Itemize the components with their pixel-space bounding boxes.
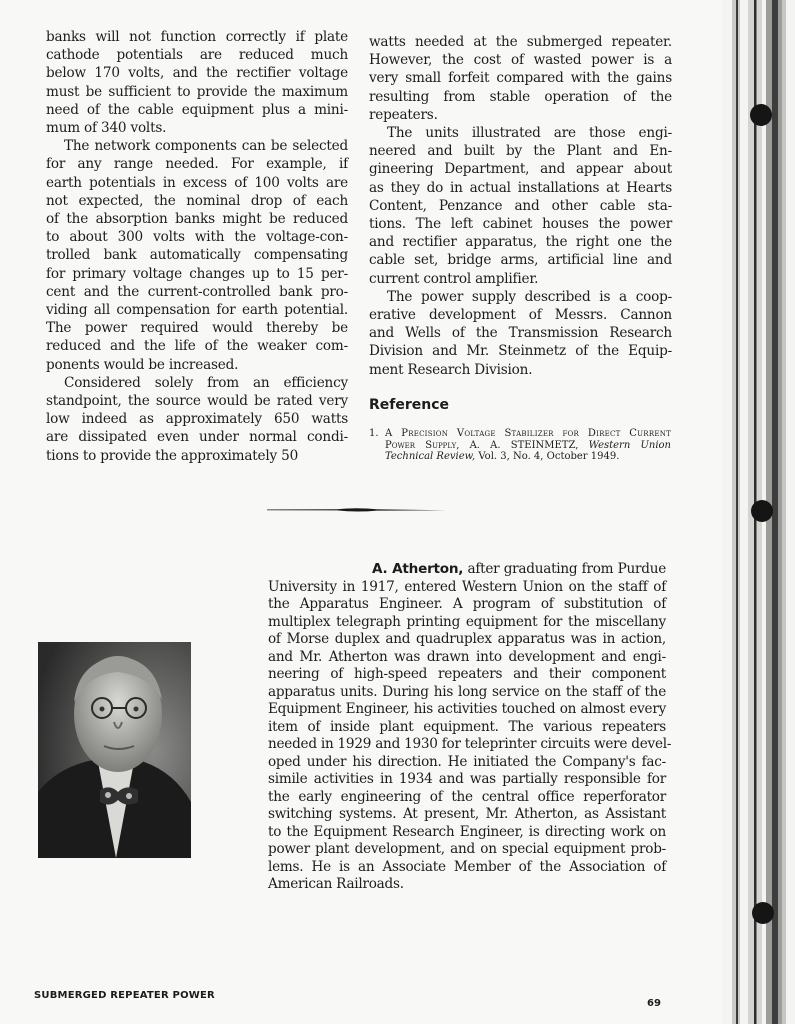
- text-line: Content, Penzance and other cable sta-: [369, 197, 672, 214]
- text-line: current control amplifier.: [369, 270, 539, 287]
- reference-author: A. A. STEINMETZ,: [459, 439, 589, 451]
- text-line: and rectifier apparatus, the right one the: [369, 234, 672, 251]
- text-line: cathode potentials are reduced much: [46, 47, 348, 64]
- text-line: not expected, the nominal drop of each: [46, 192, 348, 209]
- text-line: The power required would thereby be: [46, 320, 348, 337]
- bio-text-line: simile activities in 1934 and was partially responsible for: [268, 771, 666, 787]
- text-line: very small forfeit compared with the gains: [369, 70, 672, 87]
- page-number: 69: [647, 998, 661, 1009]
- bio-text-line: the early engineering of the central office reperforator: [268, 788, 666, 805]
- text-line: standpoint, the source would be rated very: [46, 393, 348, 410]
- text-line: tions. The left cabinet houses the power: [369, 216, 672, 233]
- right-text-column: [369, 33, 672, 379]
- bio-text-line: American Railroads.: [268, 876, 404, 892]
- text-line: mum of 340 volts.: [46, 120, 167, 137]
- paragraph: [46, 28, 348, 137]
- text-line: below 170 volts, and the rectifier voltage: [46, 65, 348, 82]
- paragraph: [369, 33, 672, 124]
- reference-line-3: [385, 451, 671, 463]
- bio-text-line: the Apparatus Engineer. A program of substitution of: [268, 596, 666, 612]
- bio-text-line: to the Equipment Research Engineer, is directing work on: [268, 823, 666, 840]
- text-line: However, the cost of wasted power is a: [369, 52, 672, 69]
- author-name: A. Atherton,: [372, 561, 464, 577]
- paragraph: [46, 374, 348, 465]
- text-line: earth potentials in excess of 100 volts are: [46, 174, 348, 191]
- text-line: and Wells of the Transmission Research: [369, 325, 672, 342]
- author-biography: [268, 561, 672, 894]
- bio-text-line: item of inside plant equipment. The various repeaters: [268, 718, 666, 735]
- binder-hole: [751, 500, 773, 522]
- text-line: need of the cable equipment plus a mini-: [46, 101, 348, 118]
- reference-journal: Western Union: [588, 439, 671, 451]
- text-line: trolled bank automatically compensating: [46, 247, 348, 264]
- author-portrait-photo: [38, 642, 191, 858]
- bio-text-line: needed in 1929 and 1930 for teleprinter circuits were devel-: [268, 736, 672, 752]
- text-line: The units illustrated are those engi-: [387, 125, 672, 142]
- text-line: Considered solely from an efficiency: [64, 374, 348, 391]
- bio-text-line: of Morse duplex and quadruplex apparatus was in action,: [268, 631, 666, 647]
- running-footer-title: SUBMERGED REPEATER POWER: [34, 990, 215, 1001]
- reference-title-line: A Precision Voltage Stabilizer for Direct Current: [385, 428, 671, 439]
- text-line: as they do in actual installations at Hearts: [369, 179, 672, 196]
- reference-number: 1.: [369, 428, 379, 439]
- reference-title-end: Power Supply,: [385, 439, 460, 451]
- bio-text-line: Equipment Engineer, his activities touched on almost every: [268, 701, 666, 717]
- text-line: Division and Mr. Steinmetz of the Equip-: [369, 343, 672, 360]
- bio-text-line: and Mr. Atherton was drawn into development and engi-: [268, 648, 666, 665]
- text-line: low indeed as approximately 650 watts: [46, 411, 348, 428]
- reference-volume: Vol. 3, No. 4, October 1949.: [475, 451, 620, 462]
- text-line: banks will not function correctly if plate: [46, 29, 348, 45]
- text-line: to about 300 volts with the voltage-con-: [46, 229, 348, 246]
- binder-hole: [750, 104, 772, 126]
- text-line: ment Research Division.: [369, 361, 533, 378]
- text-line: viding all compensation for earth potential.: [46, 302, 348, 319]
- text-line: must be sufficient to provide the maximum: [46, 83, 348, 100]
- text-line: resulting from stable operation of the: [369, 88, 672, 105]
- reference-line-2: [385, 440, 671, 452]
- paragraph: [369, 288, 672, 379]
- text-line: cable set, bridge arms, artificial line and: [369, 252, 672, 269]
- bio-first-line-text: after graduating from Purdue: [463, 561, 666, 577]
- bio-text-line: switching systems. At present, Mr. Atherton, as Assistant: [268, 806, 666, 822]
- reference-citation: [385, 428, 671, 463]
- bio-text-line: oped under his direction. He initiated the Company's fac-: [268, 753, 666, 770]
- binder-edge-rings: [722, 0, 795, 1024]
- text-line: repeaters.: [369, 106, 438, 123]
- text-line: The network components can be selected: [64, 138, 348, 155]
- text-line: ponents would be increased.: [46, 356, 239, 373]
- binder-hole: [752, 902, 774, 924]
- text-line: The power supply described is a coop-: [387, 288, 672, 305]
- bio-text-line: neering of high-speed repeaters and their component: [268, 666, 666, 682]
- reference-journal-end: Technical Review,: [385, 451, 476, 462]
- text-line: are dissipated even under normal condi-: [46, 429, 348, 446]
- text-line: of the absorption banks might be reduced: [46, 211, 348, 228]
- text-line: cent and the current-controlled bank pro-: [46, 283, 348, 300]
- text-line: tions to provide the approximately 50: [46, 447, 299, 464]
- bio-text-line: University in 1917, entered Western Union on the staff of: [268, 578, 666, 595]
- paragraph: [46, 137, 348, 374]
- reference-heading: Reference: [369, 397, 450, 413]
- left-text-column: [46, 28, 348, 465]
- text-line: gineering Department, and appear about: [369, 161, 672, 178]
- bio-text-line: lems. He is an Associate Member of the Association of: [268, 858, 666, 875]
- bio-text-line: power plant development, and on special equipment prob-: [268, 841, 666, 857]
- section-divider-ornament: [267, 505, 446, 515]
- bio-first-line: [268, 561, 666, 579]
- text-line: watts needed at the submerged repeater.: [369, 34, 672, 50]
- bio-text-line: apparatus units. During his long service on the staff of the: [268, 683, 666, 700]
- bio-text-line: multiplex telegraph printing equipment for the miscellany: [268, 613, 666, 630]
- text-line: for primary voltage changes up to 15 per-: [46, 265, 348, 282]
- text-line: for any range needed. For example, if: [46, 156, 348, 173]
- text-line: erative development of Messrs. Cannon: [369, 307, 672, 324]
- text-line: reduced and the life of the weaker com-: [46, 338, 348, 355]
- text-line: neered and built by the Plant and En-: [369, 143, 672, 160]
- paragraph: [369, 124, 672, 288]
